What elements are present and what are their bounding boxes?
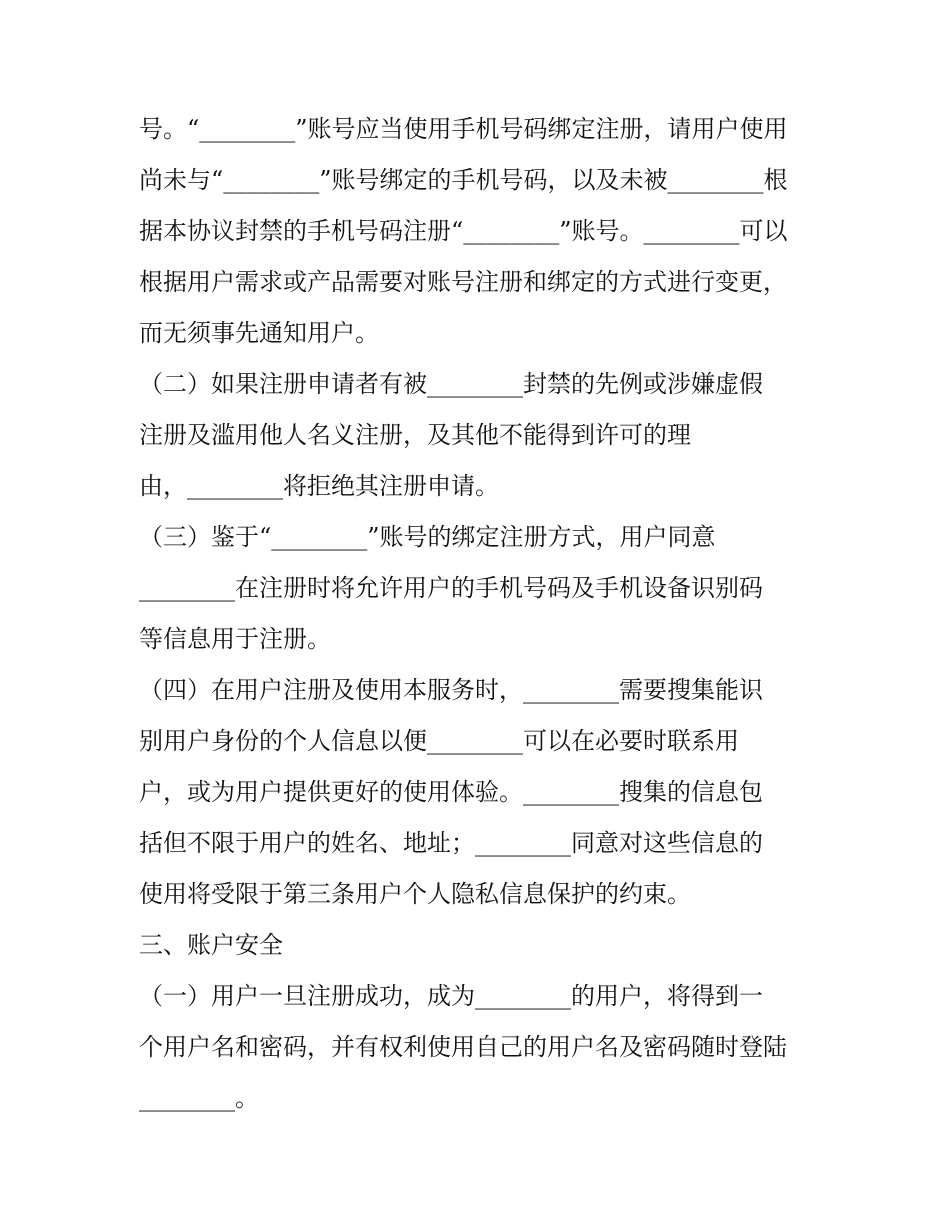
clause-2-line: （二）如果注册申请者有被________封禁的先例或涉嫌虚假 — [139, 370, 763, 398]
text-line: 使用将受限于第三条用户个人隐私信息保护的约束。 — [139, 880, 691, 908]
section-heading: 三、账户安全 — [139, 931, 283, 959]
text-line: 等信息用于注册。 — [139, 625, 331, 653]
text-line: 而无须事先通知用户。 — [139, 319, 379, 347]
clause-4-line: （四）在用户注册及使用本服务时，________需要搜集能识 — [139, 676, 763, 704]
text-line: 个用户名和密码，并有权利使用自己的用户名及密码随时登陆 — [139, 1033, 787, 1061]
text-line: 根据用户需求或产品需要对账号注册和绑定的方式进行变更， — [139, 268, 787, 296]
text-line: 注册及滥用他人名义注册，及其他不能得到许可的理 — [139, 421, 691, 449]
text-line: ________在注册时将允许用户的手机号码及手机设备识别码 — [139, 574, 763, 602]
clause-3-line: （三）鉴于“________”账号的绑定注册方式，用户同意 — [139, 523, 716, 551]
text-line: 户，或为用户提供更好的使用体验。________搜集的信息包 — [139, 778, 763, 806]
clause-1-line: （一）用户一旦注册成功，成为________的用户，将得到一 — [139, 982, 763, 1010]
text-line: 别用户身份的个人信息以便________可以在必要时联系用 — [139, 727, 739, 755]
text-line: 尚未与“________”账号绑定的手机号码，以及未被________根 — [139, 166, 788, 194]
text-line: ________。 — [139, 1084, 259, 1112]
text-line: 据本协议封禁的手机号码注册“________”账号。________可以 — [139, 217, 788, 245]
text-line: 由，________将拒绝其注册申请。 — [139, 472, 499, 500]
text-line: 号。“________”账号应当使用手机号码绑定注册，请用户使用 — [139, 115, 788, 143]
text-line: 括但不限于用户的姓名、地址；________同意对这些信息的 — [139, 829, 763, 857]
agreement-text — [139, 104, 819, 1124]
